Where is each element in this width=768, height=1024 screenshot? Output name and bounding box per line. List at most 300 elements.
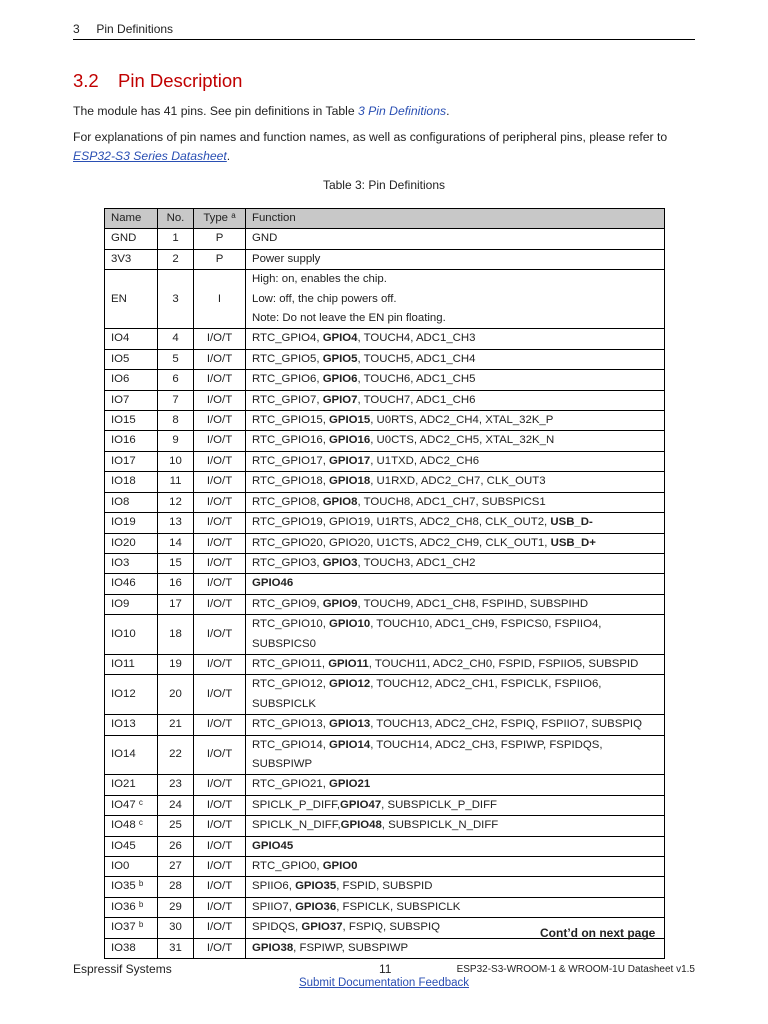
function-primary-gpio: GPIO5 xyxy=(322,352,358,365)
pin-name: IO4 xyxy=(111,332,130,345)
function-line xyxy=(252,595,658,614)
pin-function-cell xyxy=(246,249,665,269)
pin-type: I/O/T xyxy=(194,594,246,614)
pin-name: EN xyxy=(111,292,127,305)
function-primary-gpio: GPIO36 xyxy=(295,900,337,913)
header-function: Function xyxy=(246,209,665,229)
function-text: , U0CTS, ADC2_CH5, XTAL_32K_N xyxy=(370,434,555,447)
function-line xyxy=(252,370,658,389)
pin-name: IO10 xyxy=(111,627,136,640)
function-text: , U0RTS, ADC2_CH4, XTAL_32K_P xyxy=(370,414,554,427)
pin-function-cell xyxy=(246,451,665,471)
function-text: SPIIO7, xyxy=(252,900,296,913)
function-line xyxy=(252,898,658,917)
datasheet-link[interactable]: ESP32-S3 Series Datasheet xyxy=(73,149,227,163)
pin-type: I/O/T xyxy=(194,675,246,715)
table-row xyxy=(105,836,665,856)
pin-name: IO19 xyxy=(111,516,136,529)
table-row xyxy=(105,229,665,249)
table-row xyxy=(105,513,665,533)
function-text: , U1TXD, ADC2_CH6 xyxy=(370,454,480,467)
pin-type: I/O/T xyxy=(194,938,246,958)
pin-name: IO14 xyxy=(111,748,136,761)
function-line xyxy=(252,229,658,248)
function-text: , SUBSPICLK_P_DIFF xyxy=(381,798,497,811)
function-primary-gpio: GPIO18 xyxy=(329,475,371,488)
pin-function-cell xyxy=(246,715,665,735)
intro-text-end: . xyxy=(446,104,450,118)
table-row xyxy=(105,390,665,410)
function-primary-gpio: GPIO35 xyxy=(295,880,337,893)
table-row xyxy=(105,492,665,512)
pin-name-cell xyxy=(105,492,158,512)
function-text: , TOUCH6, ADC1_CH5 xyxy=(357,373,476,386)
pin-name-cell xyxy=(105,816,158,836)
function-text: RTC_GPIO10, xyxy=(252,618,330,631)
pin-function-cell xyxy=(246,492,665,512)
pin-type: I/O/T xyxy=(194,329,246,349)
pin-function-cell xyxy=(246,735,665,775)
function-primary-gpio: GPIO6 xyxy=(322,373,358,386)
function-line xyxy=(252,290,658,309)
pin-function-cell xyxy=(246,594,665,614)
pin-type: I/O/T xyxy=(194,349,246,369)
table-row xyxy=(105,857,665,877)
intro-paragraph xyxy=(73,102,703,121)
function-text: Power supply xyxy=(252,252,321,265)
pin-function-cell xyxy=(246,411,665,431)
pin-function-cell xyxy=(246,270,665,329)
function-primary-gpio: GPIO37 xyxy=(301,921,343,934)
pin-name-cell xyxy=(105,675,158,715)
function-text: RTC_GPIO6, xyxy=(252,373,323,386)
function-line xyxy=(252,431,658,450)
pin-type: P xyxy=(194,249,246,269)
function-text: RTC_GPIO20, GPIO20, U1CTS, ADC2_CH9, CLK_OUT1, xyxy=(252,536,551,549)
function-text: , TOUCH11, ADC2_CH0, FSPID, FSPIIO5, SUBSPID xyxy=(368,657,639,670)
function-text: SUBSPIWP xyxy=(252,757,313,770)
function-primary-gpio: GPIO8 xyxy=(322,495,358,508)
header-type-footnote: a xyxy=(231,211,236,220)
function-text: RTC_GPIO15, xyxy=(252,414,330,427)
function-line xyxy=(252,309,658,328)
table-row xyxy=(105,431,665,451)
function-primary-gpio: GPIO21 xyxy=(329,778,371,791)
pin-type: I/O/T xyxy=(194,411,246,431)
table-row xyxy=(105,349,665,369)
function-line xyxy=(252,270,658,289)
function-text: , TOUCH10, ADC1_CH9, FSPICS0, FSPIIO4, xyxy=(370,618,602,631)
pin-type: I/O/T xyxy=(194,451,246,471)
pin-type: I/O/T xyxy=(194,533,246,553)
function-line xyxy=(252,329,658,348)
table-row xyxy=(105,735,665,775)
function-line xyxy=(252,695,658,714)
function-line xyxy=(252,452,658,471)
table-row xyxy=(105,816,665,836)
function-line xyxy=(252,534,658,553)
section-heading xyxy=(73,70,242,92)
pin-type: I/O/T xyxy=(194,553,246,573)
pin-name-cell xyxy=(105,349,158,369)
function-line xyxy=(252,615,658,634)
table-row xyxy=(105,775,665,795)
pin-name-footnote: c xyxy=(138,818,143,828)
pin-number: 17 xyxy=(158,594,194,614)
pin-name-cell xyxy=(105,775,158,795)
function-text: RTC_GPIO5, xyxy=(252,352,323,365)
function-text: , SUBSPICLK_N_DIFF xyxy=(381,819,499,832)
table-header-row xyxy=(105,209,665,229)
pin-number: 25 xyxy=(158,816,194,836)
pin-name: IO46 xyxy=(111,577,136,590)
function-text: , FSPIQ, SUBSPIQ xyxy=(342,921,441,934)
pin-function-cell xyxy=(246,431,665,451)
function-primary-gpio: GPIO13 xyxy=(329,718,371,731)
pin-function-cell xyxy=(246,615,665,655)
function-line xyxy=(252,411,658,430)
footer-page-number: 11 xyxy=(379,962,392,976)
function-text: RTC_GPIO21, xyxy=(252,778,330,791)
pin-name: IO6 xyxy=(111,373,130,386)
pin-name-cell xyxy=(105,390,158,410)
pin-type: I/O/T xyxy=(194,390,246,410)
function-text: , U1RXD, ADC2_CH7, CLK_OUT3 xyxy=(370,475,546,488)
function-primary-gpio: GPIO17 xyxy=(329,454,371,467)
pin-type: I/O/T xyxy=(194,857,246,877)
pin-name-cell xyxy=(105,795,158,815)
pin-name-cell xyxy=(105,918,158,938)
pin-number: 21 xyxy=(158,715,194,735)
pin-number: 16 xyxy=(158,574,194,594)
function-text: , FSPID, SUBSPID xyxy=(336,880,433,893)
pin-function-cell xyxy=(246,654,665,674)
pin-name-cell xyxy=(105,513,158,533)
function-primary-gpio: GPIO0 xyxy=(322,860,358,872)
function-primary-gpio: GPIO45 xyxy=(252,839,294,852)
function-text: , TOUCH7, ADC1_CH6 xyxy=(357,393,476,406)
function-primary-gpio: GPIO9 xyxy=(322,597,358,610)
table-row xyxy=(105,594,665,614)
pin-number: 20 xyxy=(158,675,194,715)
function-text: RTC_GPIO9, xyxy=(252,597,323,610)
header-chapter-title: Pin Definitions xyxy=(96,22,174,36)
pin-function-cell xyxy=(246,553,665,573)
pin-number: 6 xyxy=(158,370,194,390)
pin-type: I/O/T xyxy=(194,370,246,390)
pin-function-cell xyxy=(246,897,665,917)
pin-name: IO36 xyxy=(111,900,136,913)
table-row xyxy=(105,451,665,471)
feedback-link[interactable]: Submit Documentation Feedback xyxy=(298,977,470,989)
function-text: , FSPIWP, SUBSPIWP xyxy=(293,941,409,954)
pin-name: IO48 xyxy=(111,819,136,832)
function-text: , TOUCH12, ADC2_CH1, FSPICLK, FSPIIO6, xyxy=(370,678,602,691)
table-row xyxy=(105,370,665,390)
pin-type: P xyxy=(194,229,246,249)
footer-document-title: ESP32-S3-WROOM-1 & WROOM-1U Datasheet v1.5 xyxy=(456,964,695,975)
pin-type: I/O/T xyxy=(194,877,246,897)
function-line xyxy=(252,877,658,896)
function-primary-gpio: GPIO48 xyxy=(340,819,382,832)
pin-name-cell xyxy=(105,938,158,958)
pin-name-cell xyxy=(105,533,158,553)
function-line xyxy=(252,574,658,593)
table-row xyxy=(105,533,665,553)
pin-type: I/O/T xyxy=(194,513,246,533)
pin-name-cell xyxy=(105,270,158,329)
pin-function-cell xyxy=(246,877,665,897)
function-text: SPIDQS, xyxy=(252,921,302,934)
pin-number: 27 xyxy=(158,857,194,877)
function-text: RTC_GPIO19, GPIO19, U1RTS, ADC2_CH8, CLK_OUT2, xyxy=(252,516,551,529)
table-row xyxy=(105,675,665,715)
function-text: RTC_GPIO0, xyxy=(252,860,323,872)
pin-number: 19 xyxy=(158,654,194,674)
pin-type: I/O/T xyxy=(194,775,246,795)
function-text: , TOUCH5, ADC1_CH4 xyxy=(357,352,476,365)
pin-name: IO7 xyxy=(111,393,130,406)
pin-name: IO16 xyxy=(111,434,136,447)
pin-number: 11 xyxy=(158,472,194,492)
function-line xyxy=(252,755,658,774)
function-text: , TOUCH9, ADC1_CH8, FSPIHD, SUBSPIHD xyxy=(357,597,589,610)
function-text: RTC_GPIO18, xyxy=(252,475,330,488)
pin-type: I/O/T xyxy=(194,472,246,492)
pin-name-cell xyxy=(105,574,158,594)
intro-text: The module has 41 pins. See pin definitions in Table xyxy=(73,104,359,118)
running-header xyxy=(73,22,695,40)
function-text: RTC_GPIO13, xyxy=(252,718,330,731)
pin-name-cell xyxy=(105,877,158,897)
reference-paragraph xyxy=(73,128,703,166)
pin-name: IO9 xyxy=(111,597,130,610)
table-row xyxy=(105,897,665,917)
table-reference-link[interactable]: 3 Pin Definitions xyxy=(358,104,447,118)
function-text: , TOUCH13, ADC2_CH2, FSPIQ, FSPIIO7, SUBSPIQ xyxy=(370,718,642,731)
pin-number: 24 xyxy=(158,795,194,815)
pin-number: 30 xyxy=(158,918,194,938)
function-text: RTC_GPIO3, xyxy=(252,556,323,569)
function-primary-gpio: GPIO46 xyxy=(252,577,294,590)
function-text: Low: off, the chip powers off. xyxy=(252,292,397,305)
function-text: Note: Do not leave the EN pin floating. xyxy=(252,312,446,325)
function-line xyxy=(252,675,658,694)
function-text: RTC_GPIO14, xyxy=(252,738,330,751)
pin-type: I/O/T xyxy=(194,715,246,735)
pin-name-cell xyxy=(105,329,158,349)
pin-number: 18 xyxy=(158,615,194,655)
pin-definitions-table xyxy=(104,208,665,959)
pin-function-cell xyxy=(246,370,665,390)
function-line xyxy=(252,655,658,674)
pin-function-cell xyxy=(246,472,665,492)
pin-type: I xyxy=(194,270,246,329)
pin-number: 8 xyxy=(158,411,194,431)
pin-name: IO47 xyxy=(111,798,136,811)
pin-name-cell xyxy=(105,411,158,431)
footer-company: Espressif Systems xyxy=(73,962,172,976)
pin-function-cell xyxy=(246,349,665,369)
function-line xyxy=(252,250,658,269)
reference-text-end: . xyxy=(226,149,231,163)
pin-name-cell xyxy=(105,857,158,877)
function-line xyxy=(252,635,658,654)
pin-type: I/O/T xyxy=(194,654,246,674)
section-title: Pin Description xyxy=(118,70,243,91)
pin-name-cell xyxy=(105,715,158,735)
pin-number: 1 xyxy=(158,229,194,249)
table-body xyxy=(105,229,665,959)
pin-number: 7 xyxy=(158,390,194,410)
function-text: RTC_GPIO11, xyxy=(252,657,329,670)
pin-function-cell xyxy=(246,938,665,958)
function-text: RTC_GPIO17, xyxy=(252,454,330,467)
pin-name-cell xyxy=(105,836,158,856)
table-row xyxy=(105,411,665,431)
function-line xyxy=(252,796,658,815)
pin-name: IO20 xyxy=(111,536,136,549)
pin-name: IO21 xyxy=(111,778,136,791)
function-text: GND xyxy=(252,232,278,245)
pin-type: I/O/T xyxy=(194,918,246,938)
pin-name-footnote: b xyxy=(138,920,144,930)
header-no: No. xyxy=(158,209,194,229)
pin-number: 22 xyxy=(158,735,194,775)
pin-function-cell xyxy=(246,675,665,715)
function-line xyxy=(252,493,658,512)
pin-name: IO0 xyxy=(111,860,130,872)
function-text: , FSPICLK, SUBSPICLK xyxy=(336,900,461,913)
pin-number: 31 xyxy=(158,938,194,958)
pin-name: IO3 xyxy=(111,556,130,569)
pin-number: 12 xyxy=(158,492,194,512)
section-number: 3.2 xyxy=(73,70,99,91)
table-row xyxy=(105,553,665,573)
table-row xyxy=(105,270,665,329)
function-primary-gpio: USB_D- xyxy=(550,516,593,529)
pin-name: IO18 xyxy=(111,475,136,488)
pin-name: IO11 xyxy=(111,657,135,670)
function-text: RTC_GPIO12, xyxy=(252,678,330,691)
pin-name: IO13 xyxy=(111,718,136,731)
pin-function-cell xyxy=(246,857,665,877)
pin-function-cell xyxy=(246,574,665,594)
function-line xyxy=(252,715,658,734)
function-text: SPICLK_N_DIFF, xyxy=(252,819,341,832)
pin-function-cell xyxy=(246,329,665,349)
function-text: , TOUCH14, ADC2_CH3, FSPIWP, FSPIDQS, xyxy=(370,738,603,751)
function-line xyxy=(252,736,658,755)
function-text: SUBSPICLK xyxy=(252,697,316,710)
pin-number: 10 xyxy=(158,451,194,471)
pin-name-cell xyxy=(105,615,158,655)
pin-name: IO17 xyxy=(111,454,136,467)
function-line xyxy=(252,816,658,835)
pin-name-cell xyxy=(105,229,158,249)
pin-function-cell xyxy=(246,816,665,836)
pin-name-cell xyxy=(105,553,158,573)
pin-function-cell xyxy=(246,775,665,795)
pin-number: 3 xyxy=(158,270,194,329)
pin-name-footnote: b xyxy=(138,879,144,889)
function-text: , TOUCH8, ADC1_CH7, SUBSPICS1 xyxy=(357,495,546,508)
continued-note: Cont’d on next page xyxy=(540,926,656,940)
pin-function-cell xyxy=(246,390,665,410)
function-line xyxy=(252,857,658,876)
function-line xyxy=(252,350,658,369)
table-row xyxy=(105,795,665,815)
function-text: RTC_GPIO16, xyxy=(252,434,330,447)
pin-number: 28 xyxy=(158,877,194,897)
function-text: RTC_GPIO8, xyxy=(252,495,323,508)
function-line xyxy=(252,837,658,856)
pin-name: GND xyxy=(111,232,137,245)
function-line xyxy=(252,939,658,958)
function-primary-gpio: GPIO16 xyxy=(329,434,371,447)
pin-name: IO12 xyxy=(111,688,136,701)
pin-type: I/O/T xyxy=(194,615,246,655)
pin-type: I/O/T xyxy=(194,431,246,451)
function-text: High: on, enables the chip. xyxy=(252,273,387,286)
function-text: , TOUCH4, ADC1_CH3 xyxy=(357,332,476,345)
pin-name: IO38 xyxy=(111,941,136,954)
function-text: , TOUCH3, ADC1_CH2 xyxy=(357,556,476,569)
pin-number: 4 xyxy=(158,329,194,349)
pin-number: 14 xyxy=(158,533,194,553)
pin-name-cell xyxy=(105,451,158,471)
pin-name-cell xyxy=(105,897,158,917)
pin-type: I/O/T xyxy=(194,836,246,856)
function-primary-gpio: GPIO38 xyxy=(252,941,294,954)
pin-name-cell xyxy=(105,249,158,269)
table-caption: Table 3: Pin Definitions xyxy=(322,178,446,192)
function-primary-gpio: GPIO4 xyxy=(322,332,358,345)
pin-name: IO8 xyxy=(111,495,130,508)
pin-number: 23 xyxy=(158,775,194,795)
pin-name: IO15 xyxy=(111,414,136,427)
table-row xyxy=(105,715,665,735)
table-row xyxy=(105,654,665,674)
pin-name: IO37 xyxy=(111,921,136,934)
table-row xyxy=(105,877,665,897)
pin-function-cell xyxy=(246,229,665,249)
pin-name: IO5 xyxy=(111,352,130,365)
pin-name-cell xyxy=(105,472,158,492)
table-row xyxy=(105,249,665,269)
pin-type: I/O/T xyxy=(194,795,246,815)
pin-function-cell xyxy=(246,795,665,815)
function-primary-gpio: GPIO14 xyxy=(329,738,371,751)
function-primary-gpio: GPIO10 xyxy=(329,618,371,631)
pin-type: I/O/T xyxy=(194,816,246,836)
pin-name-cell xyxy=(105,431,158,451)
function-primary-gpio: GPIO11 xyxy=(328,657,369,670)
function-primary-gpio: GPIO47 xyxy=(340,798,382,811)
pin-function-cell xyxy=(246,836,665,856)
pin-name-cell xyxy=(105,370,158,390)
pin-name: 3V3 xyxy=(111,252,132,265)
function-primary-gpio: GPIO3 xyxy=(322,556,358,569)
table-row xyxy=(105,938,665,958)
function-text: SPIIO6, xyxy=(252,880,296,893)
pin-number: 13 xyxy=(158,513,194,533)
pin-number: 26 xyxy=(158,836,194,856)
function-primary-gpio: GPIO15 xyxy=(329,414,371,427)
header-chapter-number: 3 xyxy=(73,22,80,36)
table-row xyxy=(105,329,665,349)
function-line xyxy=(252,554,658,573)
